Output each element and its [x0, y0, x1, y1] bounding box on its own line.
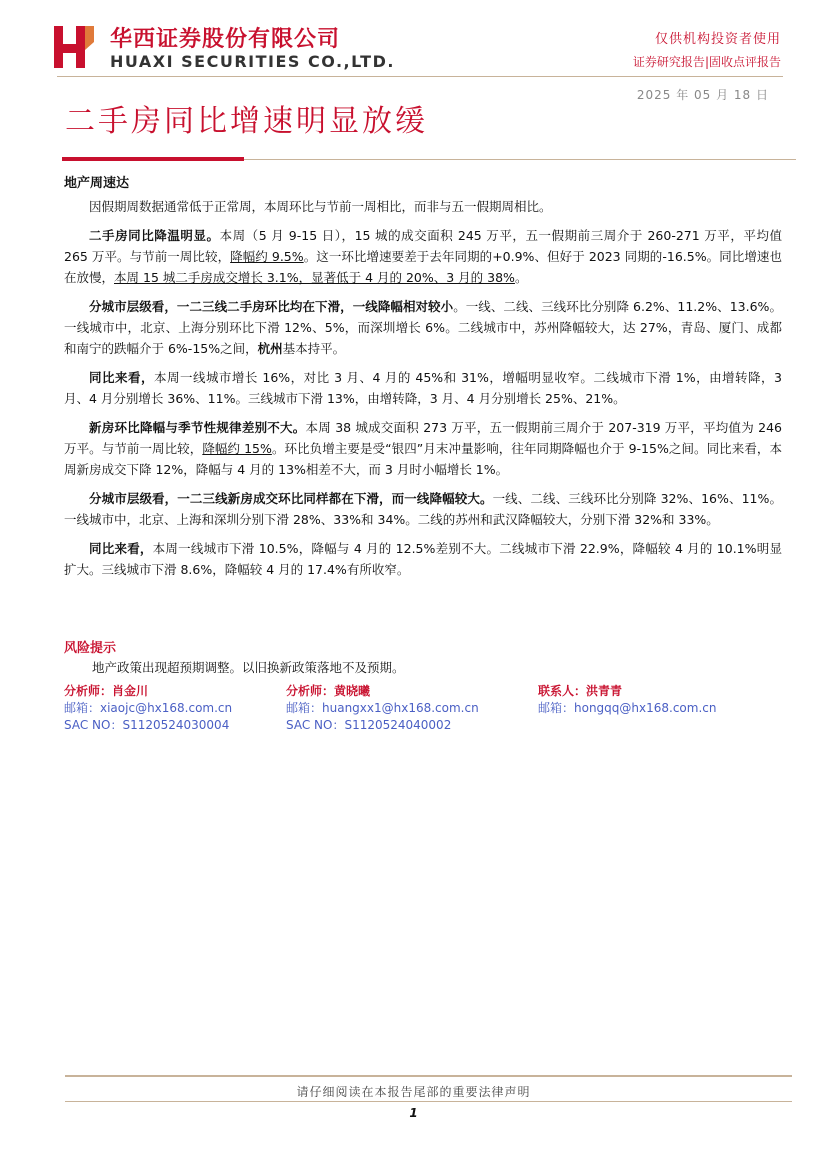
p4-text: 本周一线城市增长 16%，对比 3 月、4 月的 45%和 31%，增幅明显收窄。二线城市下滑 1%，由增转降，3 月、4 月分别增长 36%、11%。三线城市下滑 13%，由增转降，3 月、4 月分别增长 25%、21%。: [64, 370, 782, 406]
analyst-1-sac: SAC NO：S1120524030004: [64, 718, 230, 732]
company-name-en: HUAXI SECURITIES CO.,LTD.: [110, 52, 395, 71]
analyst-contact-2: [286, 683, 526, 734]
analyst-2-email[interactable]: 邮箱：huangxx1@hx168.com.cn: [286, 701, 479, 715]
p7-text: 本周一线城市下滑 10.5%，降幅与 4 月的 12.5%差别不大。二线城市下滑 22.9%，降幅较 4 月的 10.1%明显扩大。三线城市下滑 8.6%，降幅较 4 月的 17.4%有所收窄。: [64, 541, 782, 577]
report-type-separator: |: [704, 55, 709, 69]
paragraph-6: [64, 488, 782, 530]
p1-text: 因假期周数据通常低于正常周，本周环比与节前一周相比，而非与五一假期周相比。: [89, 199, 552, 214]
paragraph-3: [64, 296, 782, 359]
footer-divider-bottom: [65, 1101, 792, 1102]
p5-underline: 降幅约 15%: [202, 441, 272, 456]
report-type: [633, 53, 781, 70]
risk-heading: 风险提示: [64, 641, 117, 656]
analyst-2-sac: SAC NO：S1120524040002: [286, 718, 452, 732]
title-divider: [244, 159, 796, 160]
p5-text-c: 。环比负增主要是受“银四”月末冲量影响，往年同期降幅也介于 9-15%之间。同比来看，本周新房成交下降 12%，降幅与 4 月的 13%相差不大，而 3 月时小幅增长 1%。: [64, 441, 782, 477]
footer-divider-top: [65, 1075, 792, 1077]
p7-lead: 同比来看，: [89, 541, 153, 556]
contact-person: [538, 683, 778, 717]
p2-text-a: 本周（5 月 9-15 日），15 城的成交面积 245 万平，五一假期前三周介于 260-271 万平，平均值 265 万平。与节前一周比较，: [64, 228, 782, 264]
p2-underline-2: 本周 15 城二手房成交增长 3.1%，显著低于 4 月的 20%、3 月的 38%: [114, 270, 515, 285]
analyst-2-name: 分析师：黄晓曦: [286, 684, 371, 698]
p2-lead: 二手房同比降温明显。: [89, 228, 220, 243]
p3-lead: 分城市层级看，一二三线二手房环比均在下滑，一线降幅相对较小: [89, 299, 454, 314]
contact-email[interactable]: 邮箱：hongqq@hx168.com.cn: [538, 701, 717, 715]
report-body: [64, 196, 782, 588]
header-divider: [57, 76, 783, 77]
p3-bold-city: 杭州: [257, 341, 283, 356]
paragraph-5: [64, 417, 782, 480]
p3-text-c: 基本持平。: [282, 341, 346, 356]
report-subtype-label: 固收点评报告: [708, 55, 781, 69]
p3-text-a: 。一线、二线、三线环比分别降 6.2%、11.2%、13.6%。一线城市中，北京、上海分别环比下滑 12%、5%，而深圳增长 6%。二线城市中，苏州降幅较大，达 27%，青岛、厦门、成都和南宁的跌幅介于 6%-15%之间，: [64, 299, 782, 356]
title-accent-bar: [62, 157, 244, 161]
analyst-1-name: 分析师：肖金川: [64, 684, 149, 698]
company-name-cn: 华西证券股份有限公司: [110, 27, 341, 52]
contact-name: 联系人：洪青青: [538, 684, 623, 698]
paragraph-4: [64, 367, 782, 409]
report-title: 二手房同比增速明显放缓: [65, 104, 428, 139]
report-type-label: 证券研究报告: [632, 55, 705, 69]
p2-underline-1: 降幅约 9.5%: [230, 249, 304, 264]
audience-note: 仅供机构投资者使用: [654, 32, 781, 47]
report-date: 2025 年 05 月 18 日: [636, 88, 769, 102]
paragraph-2: [64, 225, 782, 288]
page-number: 1: [409, 1106, 418, 1120]
analyst-1-email[interactable]: 邮箱：xiaojc@hx168.com.cn: [64, 701, 233, 715]
section-heading: 地产周速达: [64, 176, 130, 191]
paragraph-1: [64, 196, 782, 217]
footer-legal-note: 请仔细阅读在本报告尾部的重要法律声明: [296, 1085, 531, 1099]
p2-text-c: 。这一环比增速要差于去年同期的+0.9%、但好于 2023 同期的-16.5%。同比增速也在放慢，: [64, 249, 782, 285]
p2-text-d: 。: [514, 270, 528, 285]
p4-lead: 同比来看，: [89, 370, 154, 385]
huaxi-logo-icon: [52, 22, 96, 72]
analyst-contact-1: [64, 683, 304, 734]
p5-lead: 新房环比降幅与季节性规律差别不大。: [89, 420, 306, 435]
p5-text-a: 本周 38 城成交面积 273 万平，五一假期前三周介于 207-319 万平，平均值为 246 万平。与节前一周比较，: [64, 420, 782, 456]
paragraph-7: [64, 538, 782, 580]
p6-text: 一线、二线、三线环比分别降 32%、16%、11%。一线城市中，北京、上海和深圳分别下滑 28%、33%和 34%。二线的苏州和武汉降幅较大，分别下滑 32%和 33%。: [64, 491, 782, 527]
p6-lead: 分城市层级看，一二三线新房成交环比同样都在下滑，而一线降幅较大。: [89, 491, 493, 506]
risk-text: 地产政策出现超预期调整。以旧换新政策落地不及预期。: [92, 660, 405, 675]
